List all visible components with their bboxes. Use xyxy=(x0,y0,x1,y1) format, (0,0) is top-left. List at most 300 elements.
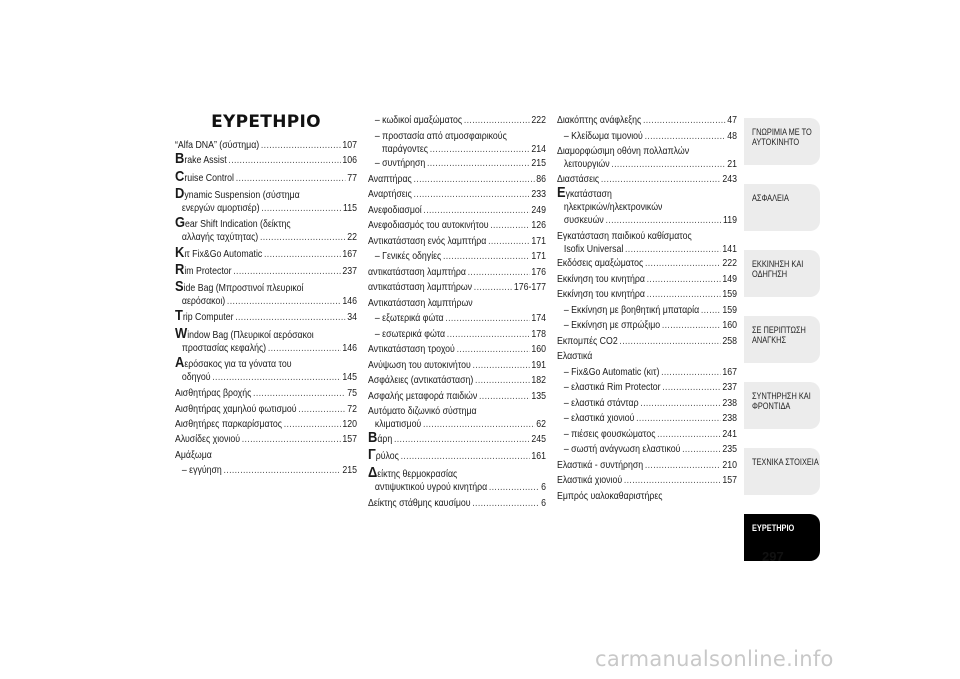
page-ref: 107 xyxy=(342,140,358,151)
dot-leader xyxy=(488,235,530,248)
page-ref: 6 xyxy=(541,498,547,509)
page-ref: 191 xyxy=(531,359,547,371)
tab-4[interactable] xyxy=(744,382,820,429)
index-heading: Εμπρός υαλοκαθαριστήρες xyxy=(557,490,663,502)
index-entry-text: Rim Protector xyxy=(175,260,232,278)
dot-leader xyxy=(284,418,341,431)
index-letter: Γ xyxy=(368,446,376,463)
index-entry xyxy=(175,449,357,462)
index-entry-text: Αισθητήρας χαμηλού φωτισμού xyxy=(175,403,297,415)
index-entry xyxy=(557,173,737,186)
index-title: ΕΥΡΕΤΗΡΙΟ xyxy=(211,112,321,132)
index-entry-text: – εσωτερικά φώτα xyxy=(374,328,446,340)
index-heading: Αμάξωμα xyxy=(175,449,212,461)
index-entry-text: Αναπτήρας xyxy=(368,173,412,185)
index-entry-text: Ασφάλειες (αντικατάσταση) xyxy=(368,375,474,386)
page-ref: 241 xyxy=(722,428,738,440)
index-entry-text: αλλαγής ταχύτητας) xyxy=(181,232,259,244)
page-ref: 135 xyxy=(531,390,547,402)
index-entry-text: – ελαστικά χιονιού xyxy=(563,413,635,424)
index-entry-text: Εκπομπές CO2 xyxy=(557,335,618,347)
index-entry-row xyxy=(557,257,737,270)
index-entry-text: – Εκκίνηση με βοηθητική μπαταρία xyxy=(563,304,700,316)
index-entry-text: Αισθητήρες παρκαρίσματος xyxy=(175,418,283,430)
index-entry-line xyxy=(175,354,357,371)
index-entry xyxy=(557,428,737,441)
page-ref: 210 xyxy=(722,459,738,471)
index-entry-line xyxy=(557,145,737,158)
index-letter: Β xyxy=(368,428,378,446)
index-entry-text: Kιτ Fix&Go Automatic xyxy=(175,243,263,261)
dot-leader xyxy=(701,304,721,317)
index-entry xyxy=(368,235,546,248)
index-entry-text: ενεργών αμορτισέρ) xyxy=(181,202,260,214)
index-entry xyxy=(557,130,737,143)
index-entry-text: Εκδόσεις αμαξώματος xyxy=(557,258,644,269)
dot-leader xyxy=(661,366,721,379)
page-ref: 237 xyxy=(722,382,738,393)
index-letter: Δ xyxy=(368,463,378,481)
page-ref: 21 xyxy=(727,159,738,170)
page-number: 297 xyxy=(762,549,784,564)
index-entry xyxy=(557,319,737,332)
dot-leader xyxy=(224,464,341,477)
dot-leader xyxy=(647,288,721,301)
page-ref: 141 xyxy=(722,243,738,255)
index-entry-row xyxy=(175,418,357,431)
dot-leader xyxy=(474,281,512,294)
page-ref: 176-177 xyxy=(513,282,547,293)
index-entry-text: – ελαστικά Rim Protector xyxy=(563,382,661,393)
dot-leader xyxy=(260,231,346,244)
page-ref: 160 xyxy=(722,320,738,331)
page-ref: 157 xyxy=(722,475,738,486)
page-ref: 47 xyxy=(727,115,738,126)
page-ref: 235 xyxy=(722,444,738,455)
index-entry xyxy=(368,219,546,232)
tab-label: ΣΥΝΤΗΡΗΣΗ ΚΑΙ ΦΡΟΝΤΙΔΑ xyxy=(752,391,811,411)
page-ref: 157 xyxy=(342,434,358,446)
index-entry-text: Δείκτης στάθμης καυσίμου xyxy=(368,498,471,509)
index-letter: T xyxy=(175,307,183,325)
dot-leader xyxy=(475,374,530,387)
dot-leader xyxy=(414,173,535,186)
index-entry-text: – πιέσεις φουσκώματος xyxy=(563,428,656,440)
index-entry-text: Διακόπτης ανάφλεξης xyxy=(557,115,642,126)
index-entry xyxy=(175,307,358,325)
index-entry-row xyxy=(175,449,357,462)
index-entry xyxy=(368,359,546,372)
dot-leader xyxy=(423,204,529,217)
index-entry-text: αντικατάσταση λαμπτήρα xyxy=(368,266,466,278)
index-entry-text: – Εκκίνηση με σπρώξιμο xyxy=(563,320,661,331)
index-entry-text: Αλυσίδες χιονιού xyxy=(175,434,241,446)
section-tabs xyxy=(744,118,820,545)
index-entry xyxy=(557,412,737,425)
dot-leader xyxy=(625,243,721,256)
index-entry xyxy=(175,167,358,185)
page-ref: 62 xyxy=(536,419,547,430)
dot-leader xyxy=(606,214,722,227)
index-entry-row xyxy=(557,288,737,301)
dot-leader xyxy=(423,418,535,431)
index-entry-row xyxy=(557,428,737,441)
page-ref: 238 xyxy=(722,413,738,424)
index-entry-row xyxy=(557,459,737,472)
index-entry xyxy=(368,428,547,446)
index-entry-row xyxy=(175,139,357,152)
index-entry-line xyxy=(175,214,357,232)
page-ref: 126 xyxy=(531,220,547,231)
page-ref: 214 xyxy=(531,143,547,155)
dot-leader xyxy=(489,481,540,494)
index-entry xyxy=(175,150,358,168)
tab-0[interactable] xyxy=(744,118,820,165)
index-entry-row xyxy=(368,343,546,356)
page-ref: 159 xyxy=(722,304,738,316)
dot-leader xyxy=(468,266,530,279)
index-letter: B xyxy=(175,150,185,168)
index-entry xyxy=(175,139,357,152)
page-ref: 222 xyxy=(531,115,547,126)
dot-leader xyxy=(427,157,530,170)
page-ref: 161 xyxy=(531,451,547,462)
index-entry-line xyxy=(557,201,737,214)
index-letter: G xyxy=(175,214,186,232)
page-ref: 72 xyxy=(347,403,358,415)
index-entry xyxy=(557,230,737,256)
page-ref: 245 xyxy=(531,433,547,445)
dot-leader xyxy=(647,273,721,286)
page-ref: 215 xyxy=(531,158,547,169)
index-entry xyxy=(175,418,357,431)
index-entry xyxy=(557,443,737,456)
index-letter: S xyxy=(175,278,184,296)
dot-leader xyxy=(472,359,529,372)
index-entry-text: Αντικατάσταση ενός λαμπτήρα xyxy=(368,235,487,247)
page-ref: 120 xyxy=(342,418,358,430)
index-entry-row xyxy=(368,446,547,463)
index-entry-row xyxy=(368,359,546,372)
index-entry-text: παράγοντες xyxy=(381,143,429,155)
index-entry-text: – εγγύηση xyxy=(181,464,222,476)
index-letter: K xyxy=(175,243,185,261)
dot-leader xyxy=(645,257,721,270)
dot-leader xyxy=(414,188,530,201)
index-entry-text: Αναρτήσεις xyxy=(368,189,412,200)
index-entry xyxy=(368,250,546,263)
index-entry-text: Διαμορφώσιμη οθόνη πολλαπλών xyxy=(557,146,690,157)
index-entry-row xyxy=(557,304,737,317)
index-entry-text: γκατάσταση xyxy=(565,189,612,200)
tab-1[interactable] xyxy=(744,184,820,231)
page-ref: 174 xyxy=(531,313,547,324)
index-entry-row xyxy=(368,266,546,279)
index-entry xyxy=(368,463,547,494)
index-entry-text: Isofix Universal xyxy=(563,243,624,255)
index-entry-row xyxy=(557,397,737,410)
dot-leader xyxy=(464,114,530,127)
page-ref: 22 xyxy=(347,232,358,244)
index-entry-row xyxy=(368,418,546,431)
index-entry-row xyxy=(175,307,358,325)
index-entry-line xyxy=(175,184,357,202)
index-entry-line xyxy=(557,184,737,201)
page-ref: 178 xyxy=(531,328,547,340)
dot-leader xyxy=(268,342,341,355)
index-entry-row xyxy=(175,243,358,261)
index-entry-text: Ασφαλής μεταφορά παιδιών xyxy=(368,390,478,402)
dot-leader xyxy=(645,130,726,143)
index-entry-text: Εγκατάσταση παιδικού καθίσματος xyxy=(557,230,692,242)
index-entry-text: λειτουργιών xyxy=(563,159,610,170)
index-entry-text: Ανεφοδιασμός του αυτοκινήτου xyxy=(368,220,489,231)
index-entry-row xyxy=(175,342,357,355)
index-entry xyxy=(368,114,546,127)
dot-leader xyxy=(624,474,721,487)
index-entry-text: Ανεφοδιασμοί xyxy=(368,204,422,216)
page-ref: 34 xyxy=(347,312,358,324)
index-entry-row xyxy=(368,281,546,294)
page-ref: 6 xyxy=(541,481,547,493)
dot-leader xyxy=(235,311,345,324)
index-entry-text: οδηγού xyxy=(181,372,211,383)
index-entry-row xyxy=(175,433,357,446)
page-ref: 222 xyxy=(722,258,738,269)
watermark: carmanualsonline.info xyxy=(595,647,834,671)
dot-leader xyxy=(682,443,721,456)
index-entry-row xyxy=(557,366,737,379)
index-letter: D xyxy=(175,184,185,202)
index-entry-row xyxy=(175,202,357,215)
page-ref: 238 xyxy=(722,397,738,409)
index-entry-text: – Fix&Go Automatic (κιτ) xyxy=(563,366,660,378)
dot-leader xyxy=(233,265,340,278)
index-entry-line xyxy=(175,324,357,342)
dot-leader xyxy=(261,202,341,215)
index-heading: Αντικατάσταση λαμπτήρων xyxy=(368,297,473,309)
index-entry-row xyxy=(557,214,737,227)
index-letter: Α xyxy=(175,354,185,371)
dot-leader xyxy=(242,433,341,446)
index-entry-text: – κωδικοί αμαξώματος xyxy=(374,115,463,126)
index-entry xyxy=(557,350,737,363)
page-ref: 48 xyxy=(727,130,738,142)
dot-leader xyxy=(236,172,346,185)
index-entry xyxy=(175,354,358,384)
index-entry-row xyxy=(175,403,357,416)
page-ref: 171 xyxy=(531,251,547,262)
page-ref: 106 xyxy=(342,155,358,167)
page-ref: 249 xyxy=(531,204,547,216)
index-entry-text: Γρύλος xyxy=(368,446,399,463)
index-entry-text: indow Bag (Πλευρικοί αερόσακοι xyxy=(187,329,314,341)
index-entry-text: Trip Computer xyxy=(175,307,234,325)
page-ref: 215 xyxy=(342,464,358,476)
index-entry-row xyxy=(368,428,547,446)
page-ref: 115 xyxy=(343,202,358,214)
index-entry-row xyxy=(557,335,737,348)
dot-leader xyxy=(619,335,720,348)
index-entry-text: Αυτόματο διζωνικό σύστημα xyxy=(368,406,477,417)
index-entry xyxy=(557,474,737,487)
dot-leader xyxy=(227,295,341,308)
dot-leader xyxy=(490,219,529,232)
tab-label: ΕΚΚΙΝΗΣΗ ΚΑΙ ΟΔΗΓΗΣΗ xyxy=(752,259,804,279)
page-ref: 149 xyxy=(722,273,738,285)
page-ref: 146 xyxy=(342,342,358,354)
page-ref: 77 xyxy=(347,172,358,184)
index-entry xyxy=(175,278,358,308)
index-entry-line xyxy=(368,130,546,143)
index-entry xyxy=(368,173,546,186)
index-entry-text: είκτης θερμοκρασίας xyxy=(377,468,458,480)
page-ref: 167 xyxy=(722,366,738,378)
index-entry xyxy=(175,243,358,261)
index-entry xyxy=(368,328,546,341)
index-entry-text: Αντικατάσταση τροχού xyxy=(368,344,455,355)
dot-leader xyxy=(611,158,725,171)
index-entry-row xyxy=(175,260,358,278)
index-entry xyxy=(175,433,357,446)
index-entry xyxy=(175,387,357,400)
index-entry-text: Cruise Control xyxy=(175,167,235,185)
page-ref: 258 xyxy=(722,335,738,347)
index-letter: C xyxy=(175,167,185,185)
dot-leader xyxy=(443,250,530,263)
index-entry-line xyxy=(557,230,737,243)
dot-leader xyxy=(457,343,530,356)
dot-leader xyxy=(228,154,340,167)
dot-leader xyxy=(662,381,720,394)
dot-leader xyxy=(657,428,721,441)
index-letter: R xyxy=(175,260,185,278)
index-entry-row xyxy=(557,114,737,127)
index-entry-text: – προστασία από ατμοσφαιρικούς xyxy=(374,130,507,142)
index-entry-line xyxy=(175,278,357,296)
index-entry-text: – σωστή ανάγνωση ελαστικού xyxy=(563,444,681,455)
index-entry-text: Εκκίνηση του κινητήρα xyxy=(557,289,645,300)
dot-leader xyxy=(479,390,530,403)
dot-leader xyxy=(298,403,345,416)
index-entry xyxy=(175,260,358,278)
dot-leader xyxy=(394,433,530,446)
index-entry-row xyxy=(557,130,737,143)
index-entry xyxy=(557,114,737,127)
dot-leader xyxy=(253,387,345,400)
page-ref: 160 xyxy=(531,344,547,355)
dot-leader xyxy=(264,248,341,261)
dot-leader xyxy=(430,143,530,156)
index-entry-row xyxy=(368,219,546,232)
index-entry xyxy=(557,288,737,301)
index-entry-text: ear Shift Indication (δείκτης xyxy=(185,219,291,231)
index-entry xyxy=(368,312,546,325)
index-entry-row xyxy=(557,474,737,487)
index-entry-row xyxy=(557,319,737,332)
dot-leader xyxy=(636,412,721,425)
index-entry-row xyxy=(368,235,546,248)
index-entry-text: ηλεκτρικών/ηλεκτρονικών xyxy=(563,202,663,213)
index-entry-text: – Κλείδωμα τιμονιού xyxy=(563,130,643,142)
index-entry xyxy=(557,490,737,503)
index-entry-row xyxy=(368,173,546,186)
tab-5[interactable] xyxy=(744,448,820,495)
tab-label: ΓΝΩΡΙΜΙΑ ΜΕ ΤΟ ΑΥΤΟΚΙΝΗΤΟ xyxy=(752,127,812,147)
index-entry xyxy=(368,204,546,217)
index-entry xyxy=(368,157,546,170)
index-entry-line xyxy=(368,463,546,481)
index-entry-row xyxy=(557,443,737,456)
index-entry-text: κλιματισμού xyxy=(374,419,422,430)
index-entry xyxy=(557,335,737,348)
page-ref: 182 xyxy=(531,375,547,386)
index-entry xyxy=(557,397,737,410)
tab-label: ΕΥΡΕΤΗΡΙΟ xyxy=(752,523,795,533)
index-entry-row xyxy=(368,114,546,127)
index-entry-text: αντιψυκτικού υγρού κινητήρα xyxy=(374,481,488,493)
index-entry xyxy=(175,324,358,355)
index-entry-text: Αισθητήρας βροχής xyxy=(175,388,252,400)
index-entry xyxy=(557,381,737,394)
tab-2[interactable] xyxy=(744,250,820,297)
index-entry xyxy=(368,390,546,403)
index-entry xyxy=(368,297,546,310)
index-entry-text: Βάρη xyxy=(368,428,393,446)
index-entry xyxy=(368,405,546,431)
page-ref: 171 xyxy=(531,235,547,247)
index-entry-row xyxy=(175,371,357,384)
page-ref: 176 xyxy=(531,266,547,278)
tab-label: ΤΕΧΝΙΚΑ ΣΤΟΙΧΕΙΑ xyxy=(752,457,819,467)
page-ref: 243 xyxy=(722,173,738,185)
index-entry-row xyxy=(557,273,737,286)
page-ref: 233 xyxy=(531,189,547,200)
dot-leader xyxy=(445,312,529,325)
index-entry xyxy=(557,145,737,171)
page-ref: 159 xyxy=(722,289,738,300)
index-entry-text: – ελαστικά στάνταρ xyxy=(563,397,639,409)
tab-3[interactable] xyxy=(744,316,820,363)
index-entry-text: αντικατάσταση λαμπτήρων xyxy=(368,282,473,293)
index-entry xyxy=(175,214,358,244)
index-entry-row xyxy=(175,387,357,400)
index-entry-row xyxy=(175,295,357,308)
index-entry-row xyxy=(557,350,737,363)
index-entry-row xyxy=(557,243,737,256)
index-entry xyxy=(368,497,546,510)
index-letter: Ε xyxy=(557,184,566,201)
index-entry xyxy=(368,130,546,156)
page-ref: 86 xyxy=(536,173,547,185)
index-entry-text: “Alfa DNA” (σύστημα) xyxy=(175,140,260,151)
tab-label: ΣΕ ΠΕΡΙΠΤΩΣΗ ΑΝΑΓΚΗΣ xyxy=(752,325,806,345)
index-entry-row xyxy=(368,374,546,387)
page-ref: 119 xyxy=(723,215,738,226)
index-entry xyxy=(368,281,546,294)
index-letter: W xyxy=(175,324,188,342)
index-entry-row xyxy=(368,143,546,156)
index-entry-text: Ελαστικά - συντήρηση xyxy=(557,459,644,471)
index-entry-text: προστασίας κεφαλής) xyxy=(181,342,267,354)
index-entry xyxy=(557,257,737,270)
index-entry xyxy=(175,403,357,416)
index-entry-row xyxy=(175,464,357,477)
index-entry xyxy=(175,464,357,477)
index-entry xyxy=(368,374,546,387)
index-entry xyxy=(368,188,546,201)
index-entry-text: Ελαστικά χιονιού xyxy=(557,475,623,486)
